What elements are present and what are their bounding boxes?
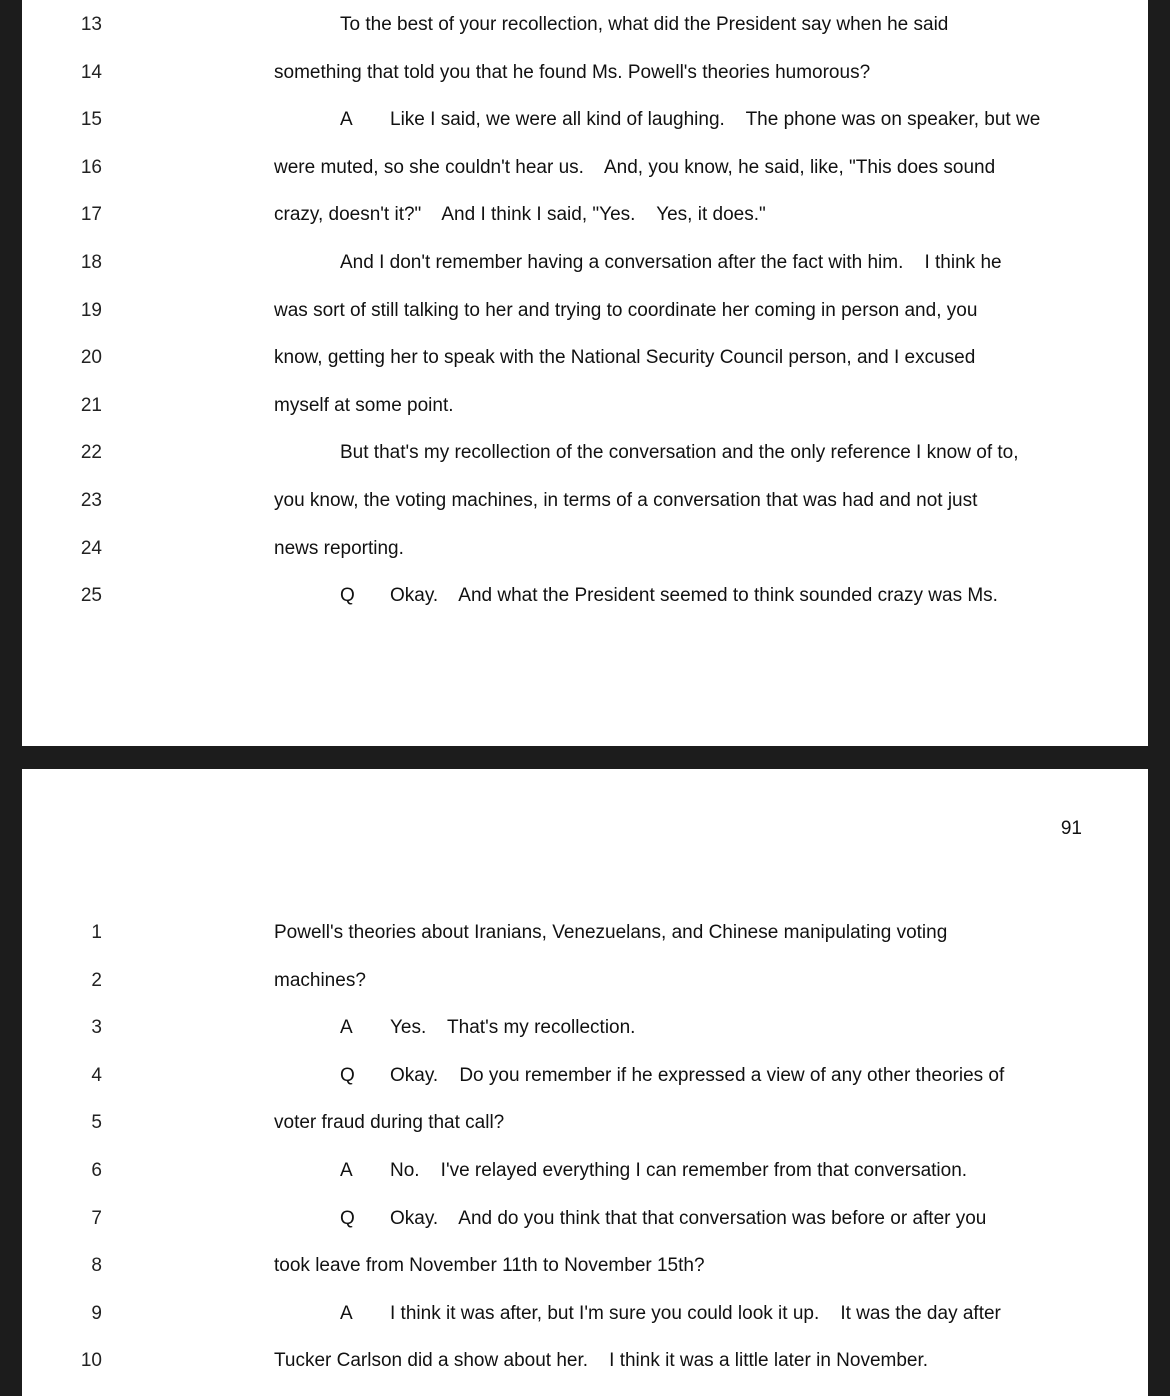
line-text: To the best of your recollection, what did the President say when he said [340,14,949,35]
line-text: something that told you that he found Ms. Powell's theories humorous? [274,61,871,83]
line-number: 9 [91,1302,102,1324]
line-number: 17 [80,204,102,226]
line-number: 18 [80,252,102,273]
line-number: 22 [80,442,102,464]
speaker-label: Q [340,1064,355,1086]
line-text: crazy, doesn't it?" And I think I said, "Yes. Yes, it does." [274,204,766,226]
speaker-label: Q [340,1207,355,1229]
line-text: machines? [274,969,366,991]
transcript-line [22,58,1148,88]
speaker-label: Q [340,585,355,607]
transcript-line [22,581,1148,611]
line-number: 25 [80,585,102,607]
line-text: took leave from November 11th to November 15th? [274,1255,705,1277]
line-number: 13 [80,14,102,35]
transcript-line [22,1204,1148,1234]
transcript-line [22,486,1148,516]
line-number: 19 [80,299,102,321]
line-number: 4 [91,1064,102,1086]
line-text: myself at some point. [274,394,454,416]
line-text: But that's my recollection of the conversation and the only reference I know of to, [340,442,1019,464]
line-text: Tucker Carlson did a show about her. I think it was a little later in November. [274,1350,929,1372]
line-number: 24 [80,537,102,559]
page-number: 91 [1060,818,1082,839]
line-text: Like I said, we were all kind of laughing. The phone was on speaker, but we [390,109,1041,131]
line-text: know, getting her to speak with the National Security Council person, and I excused [274,347,976,369]
line-number: 21 [80,394,102,416]
line-text: Okay. And what the President seemed to think sounded crazy was Ms. [390,585,998,607]
line-text: Okay. Do you remember if he expressed a view of any other theories of [390,1064,1005,1086]
transcript-line [22,1013,1148,1043]
transcript-line [22,1299,1148,1329]
transcript-page-top [22,0,1148,746]
line-number: 20 [80,347,102,369]
line-number: 14 [80,61,102,83]
transcript-line [22,1251,1148,1281]
line-number: 2 [91,969,102,991]
transcript-line [22,153,1148,183]
line-number: 3 [91,1017,102,1039]
transcript-line [22,1346,1148,1376]
speaker-label: A [340,1017,353,1039]
transcript-line [22,343,1148,373]
transcript-line [22,10,1148,40]
line-text: voter fraud during that call? [274,1112,505,1134]
speaker-label: A [340,1302,353,1324]
transcript-line [22,438,1148,468]
transcript-line [22,105,1148,135]
transcript-page-bottom [22,769,1148,1396]
transcript-line [22,534,1148,564]
line-text: Okay. And do you think that that conversation was before or after you [390,1207,987,1229]
speaker-label: A [340,109,353,131]
transcript-line [22,918,1148,948]
line-number: 5 [91,1112,102,1134]
line-number: 10 [80,1350,102,1372]
line-text: No. I've relayed everything I can remember from that conversation. [390,1160,968,1181]
transcript-line [22,296,1148,326]
line-number: 7 [91,1207,102,1229]
line-text: And I don't remember having a conversation after the fact with him. I think he [340,252,1002,273]
line-text: was sort of still talking to her and trying to coordinate her coming in person and, you [274,299,978,321]
line-text: Yes. That's my recollection. [390,1017,636,1039]
speaker-label: A [340,1160,353,1181]
transcript-line [22,1156,1148,1186]
line-number: 15 [80,109,102,131]
transcript-line [22,248,1148,278]
line-number: 23 [80,490,102,511]
line-text: you know, the voting machines, in terms of a conversation that was had and not just [274,490,978,511]
line-text: news reporting. [274,537,404,559]
line-number: 6 [91,1160,102,1181]
line-text: I think it was after, but I'm sure you could look it up. It was the day after [390,1302,1001,1324]
transcript-line [22,391,1148,421]
transcript-line [22,200,1148,230]
transcript-line [22,1061,1148,1091]
line-text: were muted, so she couldn't hear us. And, you know, he said, like, "This does sound [274,156,996,178]
line-number: 1 [91,922,102,943]
line-number: 8 [91,1255,102,1277]
transcript-line [22,1108,1148,1138]
line-text: Powell's theories about Iranians, Venezuelans, and Chinese manipulating voting [274,922,948,943]
line-number: 16 [80,156,102,178]
transcript-line [22,966,1148,996]
